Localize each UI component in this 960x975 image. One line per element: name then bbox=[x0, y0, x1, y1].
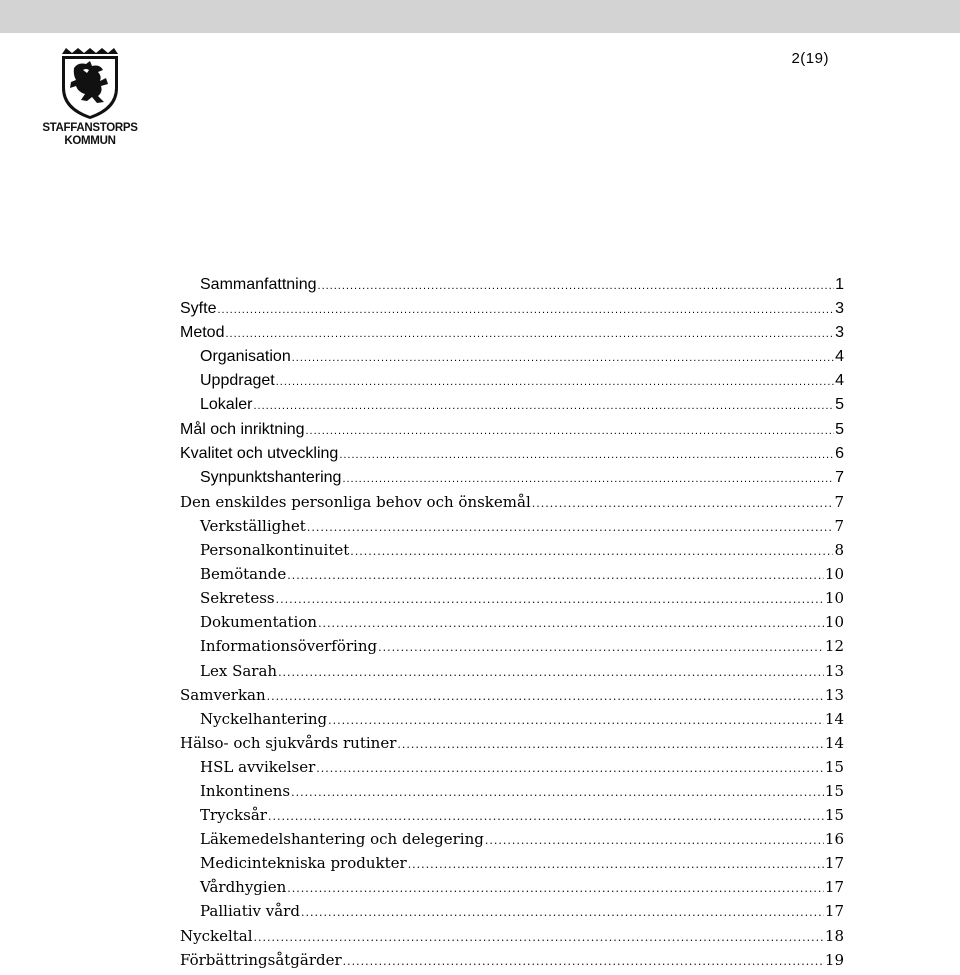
toc-dot-leader bbox=[339, 443, 834, 466]
toc-entry-title: Uppdraget bbox=[200, 372, 275, 390]
toc-entry-page: 10 bbox=[824, 613, 844, 632]
toc-entry-page: 4 bbox=[835, 372, 844, 390]
toc-dot-leader bbox=[276, 588, 824, 610]
toc-entry[interactable] bbox=[180, 273, 844, 297]
toc-dot-leader bbox=[287, 877, 824, 899]
toc-entry[interactable] bbox=[180, 659, 844, 683]
toc-dot-leader bbox=[408, 853, 824, 875]
toc-entry[interactable] bbox=[180, 369, 844, 393]
toc-entry[interactable] bbox=[180, 634, 844, 658]
toc-entry[interactable] bbox=[180, 779, 844, 803]
toc-entry-page: 15 bbox=[824, 806, 844, 825]
toc-entry[interactable] bbox=[180, 490, 844, 514]
toc-dot-leader bbox=[307, 516, 834, 538]
page-top-bar bbox=[0, 0, 960, 33]
toc-entry-page: 7 bbox=[834, 492, 844, 511]
toc-entry-page: 10 bbox=[824, 565, 844, 584]
toc-entry[interactable] bbox=[180, 851, 844, 875]
toc-dot-leader bbox=[350, 540, 833, 562]
toc-entry[interactable] bbox=[180, 538, 844, 562]
toc-entry[interactable] bbox=[180, 442, 844, 466]
toc-dot-leader bbox=[397, 733, 824, 755]
toc-dot-leader bbox=[342, 467, 834, 490]
toc-entry-page: 5 bbox=[835, 396, 844, 414]
toc-entry-title: Sekretess bbox=[200, 589, 275, 608]
toc-entry-page: 3 bbox=[835, 324, 844, 342]
toc-entry-page: 18 bbox=[824, 926, 844, 945]
toc-entry[interactable] bbox=[180, 683, 844, 707]
toc-entry-title: Lokaler bbox=[200, 396, 253, 414]
toc-entry-title: Mål och inriktning bbox=[180, 420, 305, 438]
toc-entry-title: Samverkan bbox=[180, 685, 266, 704]
toc-entry[interactable] bbox=[180, 586, 844, 610]
toc-dot-leader bbox=[287, 564, 824, 586]
toc-entry-title: Vårdhygien bbox=[200, 878, 287, 897]
toc-entry-page: 7 bbox=[834, 516, 844, 535]
toc-entry-page: 14 bbox=[824, 709, 844, 728]
page-number: 2(19) bbox=[791, 50, 829, 67]
toc-entry-page: 3 bbox=[835, 300, 844, 318]
toc-dot-leader bbox=[485, 829, 824, 851]
toc-entry-title: Synpunktshantering bbox=[200, 468, 342, 486]
toc-entry[interactable] bbox=[180, 321, 844, 345]
municipality-logo bbox=[40, 48, 140, 153]
toc-entry-title: Syfte bbox=[180, 300, 217, 318]
toc-entry-page: 13 bbox=[824, 685, 844, 704]
toc-dot-leader bbox=[328, 709, 824, 731]
toc-dot-leader bbox=[278, 661, 824, 683]
toc-entry-title: Hälso- och sjukvårds rutiner bbox=[180, 733, 397, 752]
toc-dot-leader bbox=[316, 757, 824, 779]
toc-dot-leader bbox=[378, 636, 824, 658]
toc-entry-title: Organisation bbox=[200, 348, 291, 366]
toc-entry-page: 17 bbox=[824, 854, 844, 873]
toc-entry-page: 17 bbox=[824, 878, 844, 897]
toc-entry-page: 15 bbox=[824, 781, 844, 800]
toc-entry[interactable] bbox=[180, 297, 844, 321]
toc-dot-leader bbox=[276, 370, 834, 393]
toc-entry-page: 19 bbox=[824, 950, 844, 969]
toc-entry-page: 14 bbox=[824, 733, 844, 752]
toc-entry[interactable] bbox=[180, 899, 844, 923]
toc-dot-leader bbox=[318, 612, 824, 634]
toc-entry-title: Nyckeltal bbox=[180, 926, 253, 945]
toc-dot-leader bbox=[267, 685, 824, 707]
toc-entry-title: Metod bbox=[180, 324, 225, 342]
toc-entry-page: 4 bbox=[835, 348, 844, 366]
toc-entry[interactable] bbox=[180, 562, 844, 586]
toc-entry-title: Personalkontinuitet bbox=[200, 541, 350, 560]
toc-entry-page: 16 bbox=[824, 830, 844, 849]
toc-entry-title: Palliativ vård bbox=[200, 902, 300, 921]
logo-text-line1: STAFFANSTORPS bbox=[42, 122, 138, 134]
toc-entry-title: Sammanfattning bbox=[200, 276, 317, 293]
toc-dot-leader bbox=[343, 950, 824, 972]
toc-entry-title: Inkontinens bbox=[200, 781, 291, 800]
toc-dot-leader bbox=[301, 901, 824, 923]
toc-entry[interactable] bbox=[180, 393, 844, 417]
toc-entry-page: 12 bbox=[824, 637, 844, 656]
toc-entry-page: 7 bbox=[835, 468, 844, 486]
toc-entry-page: 8 bbox=[834, 541, 844, 560]
toc-entry-title: Trycksår bbox=[200, 806, 267, 825]
toc-entry-page: 1 bbox=[835, 276, 844, 293]
toc-entry-title: Informationsöverföring bbox=[200, 637, 378, 656]
table-of-contents bbox=[180, 273, 844, 972]
toc-entry-title: Kvalitet och utveckling bbox=[180, 444, 339, 462]
logo-text-line2: KOMMUN bbox=[64, 135, 116, 147]
toc-entry-title: Förbättringsåtgärder bbox=[180, 950, 342, 969]
toc-entry[interactable] bbox=[180, 514, 844, 538]
toc-dot-leader bbox=[532, 492, 834, 514]
toc-entry[interactable] bbox=[180, 466, 844, 490]
toc-dot-leader bbox=[292, 346, 834, 369]
toc-dot-leader bbox=[253, 394, 834, 417]
toc-entry[interactable] bbox=[180, 610, 844, 634]
toc-entry[interactable] bbox=[180, 924, 844, 948]
toc-entry-title: Bemötande bbox=[200, 565, 287, 584]
toc-dot-leader bbox=[291, 781, 824, 803]
toc-entry-page: 10 bbox=[824, 589, 844, 608]
toc-entry-title: Dokumentation bbox=[200, 613, 318, 632]
toc-entry[interactable] bbox=[180, 803, 844, 827]
toc-entry-title: HSL avvikelser bbox=[200, 757, 316, 776]
toc-dot-leader bbox=[254, 926, 824, 948]
toc-entry[interactable] bbox=[180, 731, 844, 755]
toc-entry[interactable] bbox=[180, 827, 844, 851]
toc-entry[interactable] bbox=[180, 875, 844, 899]
toc-entry-page: 5 bbox=[835, 420, 844, 438]
toc-entry[interactable] bbox=[180, 948, 844, 972]
toc-entry[interactable] bbox=[180, 418, 844, 442]
toc-dot-leader bbox=[225, 322, 834, 345]
toc-entry-title: Verkställighet bbox=[200, 516, 306, 535]
toc-dot-leader bbox=[268, 805, 824, 827]
toc-entry-title: Nyckelhantering bbox=[200, 709, 328, 728]
toc-entry-page: 6 bbox=[835, 444, 844, 462]
toc-dot-leader bbox=[306, 419, 835, 442]
toc-dot-leader bbox=[318, 274, 835, 297]
toc-entry[interactable] bbox=[180, 755, 844, 779]
toc-entry-page: 13 bbox=[824, 661, 844, 680]
toc-entry[interactable] bbox=[180, 707, 844, 731]
coat-of-arms-icon bbox=[40, 48, 140, 120]
toc-entry-title: Läkemedelshantering och delegering bbox=[200, 830, 484, 849]
toc-entry[interactable] bbox=[180, 345, 844, 369]
toc-entry-title: Medicintekniska produkter bbox=[200, 854, 407, 873]
toc-entry-title: Den enskildes personliga behov och önskemål bbox=[180, 492, 531, 511]
toc-entry-page: 15 bbox=[824, 757, 844, 776]
toc-dot-leader bbox=[217, 298, 834, 321]
toc-entry-page: 17 bbox=[824, 902, 844, 921]
toc-entry-title: Lex Sarah bbox=[200, 661, 278, 680]
